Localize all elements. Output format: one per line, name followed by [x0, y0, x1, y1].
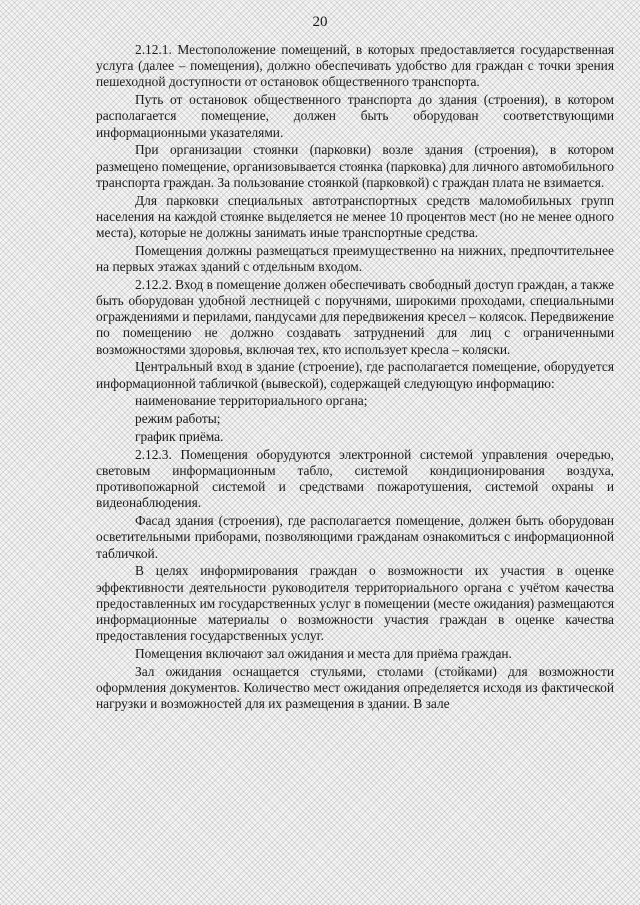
page-number: 20 — [312, 14, 328, 30]
paragraph-2-12-3: 2.12.3. Помещения оборудуются электронной системой управления очередью, световым информационным табло, системой кондиционирования воздуха, противопожарной системой и средствами пожаротушения, системой охраны и видеонаблюдения. — [96, 446, 614, 511]
paragraph-route-signs: Путь от остановок общественного транспорта до здания (строения), в котором располагается помещение, должен быть оборудован соответствующими информационными указателями. — [96, 92, 614, 140]
paragraph-floor-placement: Помещения должны размещаться преимущественно на нижних, предпочтительнее на первых этажах зданий с отдельным входом. — [96, 242, 614, 275]
paragraph-parking: При организации стоянки (парковки) возле здания (строения), в котором размещено помещение, организовывается стоянка (парковка) для личного автомобильного транспорта граждан. За пользование стоянкой (парковкой) с граждан плата не взимается. — [96, 142, 614, 190]
paragraph-central-entrance: Центральный вход в здание (строение), где располагается помещение, оборудуется информационной табличкой (вывеской), содержащей следующую информацию: — [96, 359, 614, 391]
paragraph-waiting-hall: Зал ожидания оснащается стульями, столами (стойками) для возможности оформления документов. Количество мест ожидания определяется исходя из фактической нагрузки и возможностей для их размещения в здании. В зале — [96, 663, 614, 712]
paragraph-2-12-1: 2.12.1. Местоположение помещений, в которых предоставляется государственная услуга (далее – помещения), должно обеспечивать удобство для граждан с точки зрения пешеходной доступности от остановок общественного транспорта. — [96, 42, 614, 90]
paragraph-facade: Фасад здания (строения), где располагается помещение, должен быть оборудован осветительными приборами, позволяющими гражданам ознакомиться с информационной табличкой. — [96, 513, 614, 561]
list-item-work-mode: режим работы; — [135, 411, 221, 427]
document-body — [96, 42, 614, 714]
list-item-reception-schedule: график приёма. — [135, 429, 224, 445]
paragraph-2-12-2: 2.12.2. Вход в помещение должен обеспечивать свободный доступ граждан, а также быть оборудован удобной лестницей с поручнями, широкими проходами, специальными ограждениями и перилами, пандусами для передвижения кресел – колясок. Передвижение по помещению не должно создавать затруднений для лиц с ограниченными возможностями здоровья, включая тех, кто использует кресла – коляски. — [96, 276, 614, 357]
paragraph-premises-include: Помещения включают зал ожидания и места для приёма граждан. — [135, 646, 512, 662]
list-item-organ-name: наименование территориального органа; — [135, 393, 368, 409]
paragraph-disabled-parking: Для парковки специальных автотранспортных средств маломобильных групп населения на каждой стоянке выделяется не менее 10 процентов мест (но не менее одного места), которые не должны занимать иные транспортные средства. — [96, 192, 614, 241]
paragraph-evaluation-info: В целях информирования граждан о возможности их участия в оценке эффективности деятельности руководителя территориального органа с учётом качества предоставленных им государственных услуг в помещении (месте ожидания) размещаются информационные материалы о возможности участия граждан в оценке качества предоставления государственных услуг. — [96, 563, 614, 644]
